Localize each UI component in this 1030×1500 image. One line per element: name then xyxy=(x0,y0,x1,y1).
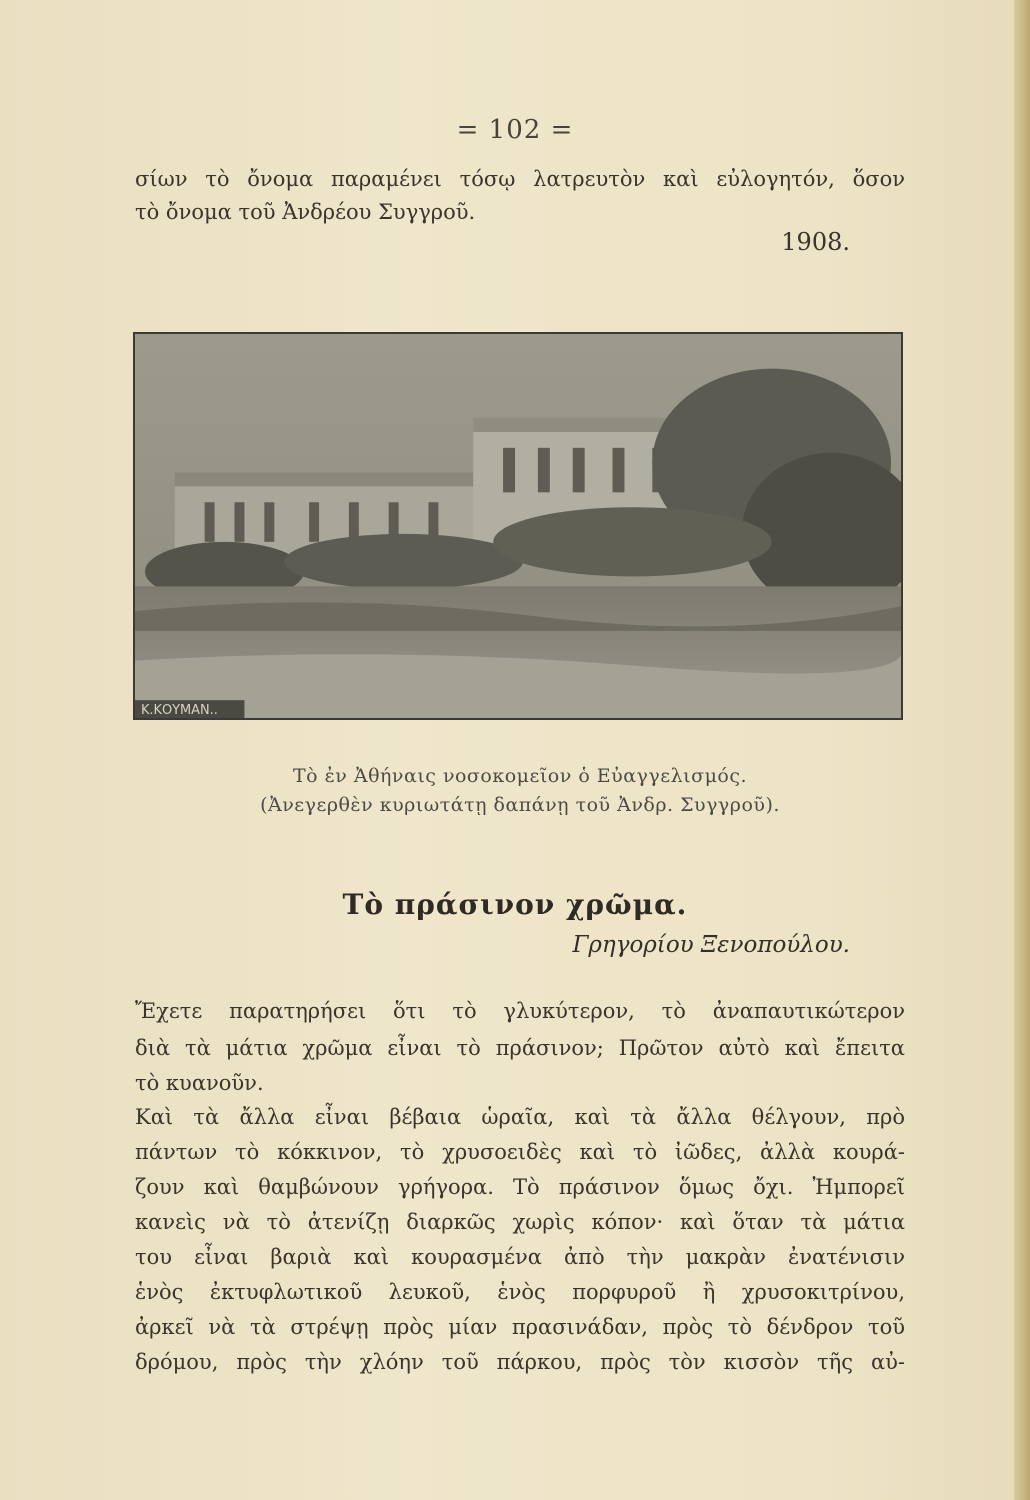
body-line: Ἔχετε παρατηρήσει ὅτι τὸ γλυκύτερον, τὸ ἀναπαυτικώτερον xyxy=(135,999,905,1023)
page-number: = 102 = xyxy=(456,115,574,145)
photo-caption: (Ἀνεγερθὲν κυριωτάτῃ δαπάνῃ τοῦ Ἀνδρ. Συγγροῦ). xyxy=(260,794,780,816)
top-text-line: σίων τὸ ὄνομα παραμένει τόσῳ λατρευτὸν καὶ εὐλογητόν, ὅσον xyxy=(135,167,905,191)
body-line: ζουν καὶ θαμβώνουν γρήγορα. Τὸ πράσινον ὅμως ὄχι. Ἠμπορεῖ xyxy=(135,1175,905,1199)
article-author: Γρηγορίου Ξενοπούλου. xyxy=(572,932,850,958)
photo-credit: K.ΚΟΥΜΑΝ.. xyxy=(140,703,218,718)
year-label: 1908. xyxy=(781,228,850,256)
page-edge xyxy=(1014,0,1030,1500)
body-line: δρόμου, πρὸς τὴν χλόην τοῦ πάρκου, πρὸς τὸν κισσὸν τῆς αὐ- xyxy=(135,1350,905,1374)
body-line: ἀρκεῖ νὰ τὰ στρέψῃ πρὸς μίαν πρασινάδαν, πρὸς τὸ δένδρον τοῦ xyxy=(135,1315,905,1339)
body-line: πάντων τὸ κόκκινον, τὸ χρυσοειδὲς καὶ τὸ ἰῶδες, ἀλλὰ κουρά- xyxy=(135,1140,905,1164)
body-line: τὸ κυανοῦν. xyxy=(135,1071,264,1095)
hospital-photograph xyxy=(133,332,903,720)
body-line: ἑνὸς ἐκτυφλωτικοῦ λευκοῦ, ἑνὸς πορφυροῦ ἢ χρυσοκιτρίνου, xyxy=(135,1280,905,1304)
body-line: διὰ τὰ μάτια χρῶμα εἶναι τὸ πράσινον; Πρῶτον αὐτὸ καὶ ἔπειτα xyxy=(135,1036,905,1060)
top-text-line: τὸ ὄνομα τοῦ Ἀνδρέου Συγγροῦ. xyxy=(135,200,476,224)
photo-illustration xyxy=(135,334,901,718)
article-title: Τὸ πράσινον χρῶμα. xyxy=(342,888,688,921)
body-line: του εἶναι βαριὰ καὶ κουρασμένα ἀπὸ τὴν μακρὰν ἐνατένισιν xyxy=(135,1245,905,1269)
photo-caption: Τὸ ἐν Ἀθήναις νοσοκομεῖον ὁ Εὐαγγελισμός. xyxy=(292,765,748,787)
body-line: Καὶ τὰ ἄλλα εἶναι βέβαια ὡραῖα, καὶ τὰ ἄλλα θέλγουν, πρὸ xyxy=(135,1105,905,1129)
body-line: κανεὶς νὰ τὸ ἀτενίζῃ διαρκῶς χωρὶς κόπον· καὶ ὅταν τὰ μάτια xyxy=(135,1210,905,1234)
